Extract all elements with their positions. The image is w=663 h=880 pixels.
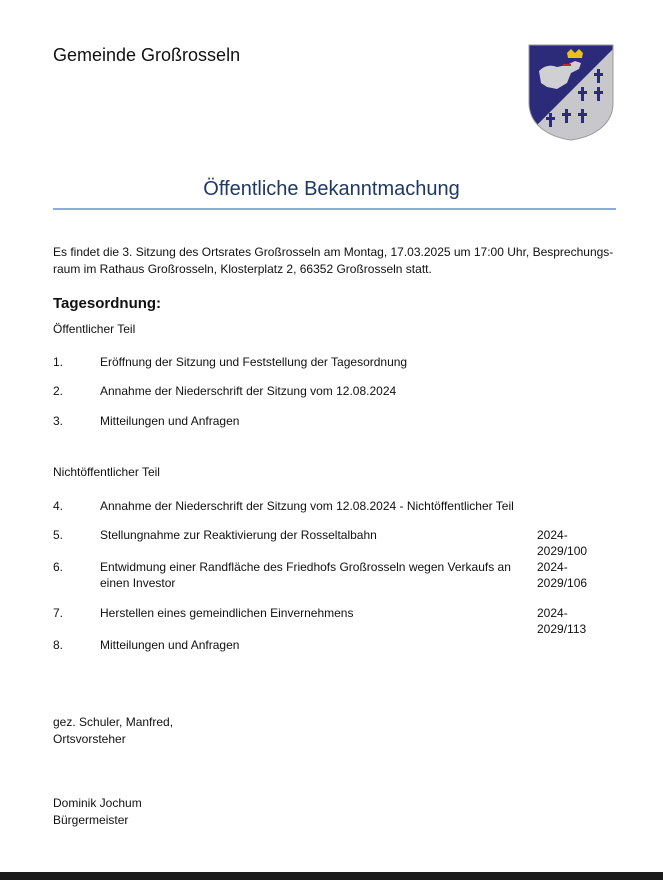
item-number: 3. — [53, 414, 64, 428]
item-number: 4. — [53, 499, 64, 513]
item-reference — [537, 559, 607, 591]
item-text: Stellungnahme zur Reaktivierung der Rosseltalbahn — [100, 528, 377, 542]
signatory-name: gez. Schuler, Manfred, — [53, 715, 174, 729]
reference-line-1: 2024- — [537, 606, 568, 620]
item-text-line-2: einen Investor — [100, 576, 176, 590]
item-text: Eröffnung der Sitzung und Feststellung der Tagesordnung — [100, 355, 408, 369]
item-number: 2. — [53, 384, 64, 398]
item-text — [100, 559, 520, 591]
private-section-label: Nichtöffentlicher Teil — [53, 465, 160, 479]
agenda-heading: Tagesordnung: — [53, 295, 162, 312]
public-section-label: Öffentlicher Teil — [53, 322, 136, 336]
item-number: 1. — [53, 355, 64, 369]
item-text: Mitteilungen und Anfragen — [100, 414, 240, 428]
bottom-bar — [0, 872, 663, 880]
signature-block-2 — [53, 795, 142, 829]
item-text-line-1: Entwidmung einer Randfläche des Friedhofs Großrosseln wegen Verkaufs an — [100, 560, 511, 574]
reference-line-2: 2029/113 — [537, 622, 587, 636]
item-text: Annahme der Niederschrift der Sitzung vom 12.08.2024 - Nichtöffentlicher Teil — [100, 499, 514, 513]
reference-line-2: 2029/106 — [537, 576, 588, 590]
item-text: Mitteilungen und Anfragen — [100, 638, 240, 652]
signatory-name: Dominik Jochum — [53, 796, 142, 810]
item-text: Herstellen eines gemeindlichen Einvernehmens — [100, 606, 354, 620]
signatory-role: Ortsvorsteher — [53, 732, 126, 746]
reference-line-2: 2029/100 — [537, 544, 588, 558]
coat-of-arms-icon — [527, 43, 615, 141]
item-number: 7. — [53, 606, 64, 620]
item-reference — [537, 605, 607, 637]
intro-line-1: Es findet die 3. Sitzung des Ortsrates Großrosseln am Montag, 17.03.2025 um 17:00 Uhr, Besprechungs- — [53, 245, 614, 259]
title-divider — [53, 208, 616, 210]
signature-block-1 — [53, 714, 173, 748]
item-reference — [537, 527, 607, 559]
reference-line-1: 2024- — [537, 560, 568, 574]
item-number: 6. — [53, 560, 64, 574]
intro-paragraph — [53, 244, 619, 278]
organization-name: Gemeinde Großrosseln — [53, 45, 241, 65]
item-number: 8. — [53, 638, 64, 652]
item-text: Annahme der Niederschrift der Sitzung vom 12.08.2024 — [100, 384, 397, 398]
page-title: Öffentliche Bekanntmachung — [203, 178, 460, 200]
reference-line-1: 2024- — [537, 528, 568, 542]
intro-line-2: raum im Rathaus Großrosseln, Klosterplatz 2, 66352 Großrosseln statt. — [53, 262, 432, 276]
item-number: 5. — [53, 528, 64, 542]
signatory-role: Bürgermeister — [53, 813, 129, 827]
